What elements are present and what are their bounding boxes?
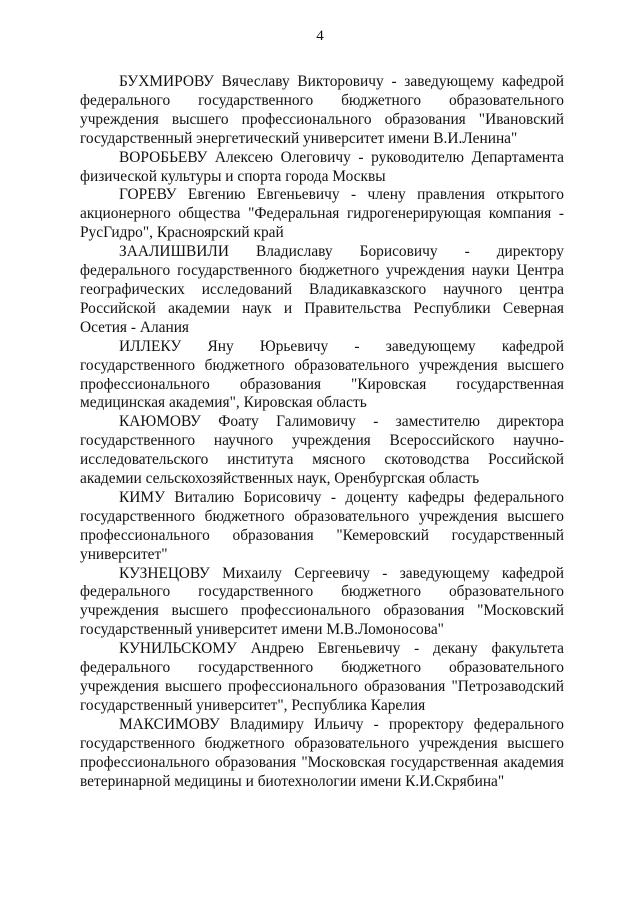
list-item: КАЮМОВУ Фоату Галимовичу - заместителю директора государственного научного учреждения Всероссийского научно-исследовательского института мясного скотоводства Российской академии сельскохозяйственных наук, Оренбургская область <box>80 413 564 488</box>
list-item: ИЛЛЕКУ Яну Юрьевичу - заведующему кафедрой государственного бюджетного образовательного учреждения высшего профессионального образования "Кировская государственная медицинская академия", Кировская область <box>80 337 564 412</box>
list-item: КУНИЛЬСКОМУ Андрею Евгеньевичу - декану факультета федерального государственного бюджетного образовательного учреждения высшего профессионального образования "Петрозаводский государственный университет", Республика Карелия <box>80 640 564 714</box>
list-item: БУХМИРОВУ Вячеславу Викторовичу - заведующему кафедрой федерального государственного бюджетного образовательного учреждения высшего профессионального образования "Ивановский государственный энергетический университет имени В.И.Ленина" <box>80 73 564 147</box>
list-item: КУЗНЕЦОВУ Михаилу Сергеевичу - заведующему кафедрой федерального государственного бюджетного образовательного учреждения высшего профессионального образования "Московский государственный университет имени М.В.Ломоносова" <box>80 564 564 639</box>
page-number: 4 <box>316 28 324 44</box>
list-item: КИМУ Виталию Борисовичу - доценту кафедры федерального государственного бюджетного образовательного учреждения высшего профессионального образования "Кемеровский государственный университет" <box>80 488 564 563</box>
award-list <box>80 73 564 791</box>
list-item: ГОРЕВУ Евгению Евгеньевичу - члену правления открытого акционерного общества "Федеральная гидрогенерирующая компания - РусГидро", Красноярский край <box>80 186 564 242</box>
list-item: МАКСИМОВУ Владимиру Ильичу - проректору федерального государственного бюджетного образовательного учреждения высшего профессионального образования "Московская государственная академия ветеринарной медицины и биотехнологии имени К.И.Скрябина" <box>80 715 564 790</box>
list-item: ЗААЛИШВИЛИ Владиславу Борисовичу - директору федерального государственного бюджетного учреждения науки Центра географических исследований Владикавказского научного центра Российской академии наук и Правительства Республики Северная Осетия - Алания <box>80 243 564 336</box>
list-item: ВОРОБЬЕВУ Алексею Олеговичу - руководителю Департамента физической культуры и спорта города Москвы <box>80 148 564 185</box>
